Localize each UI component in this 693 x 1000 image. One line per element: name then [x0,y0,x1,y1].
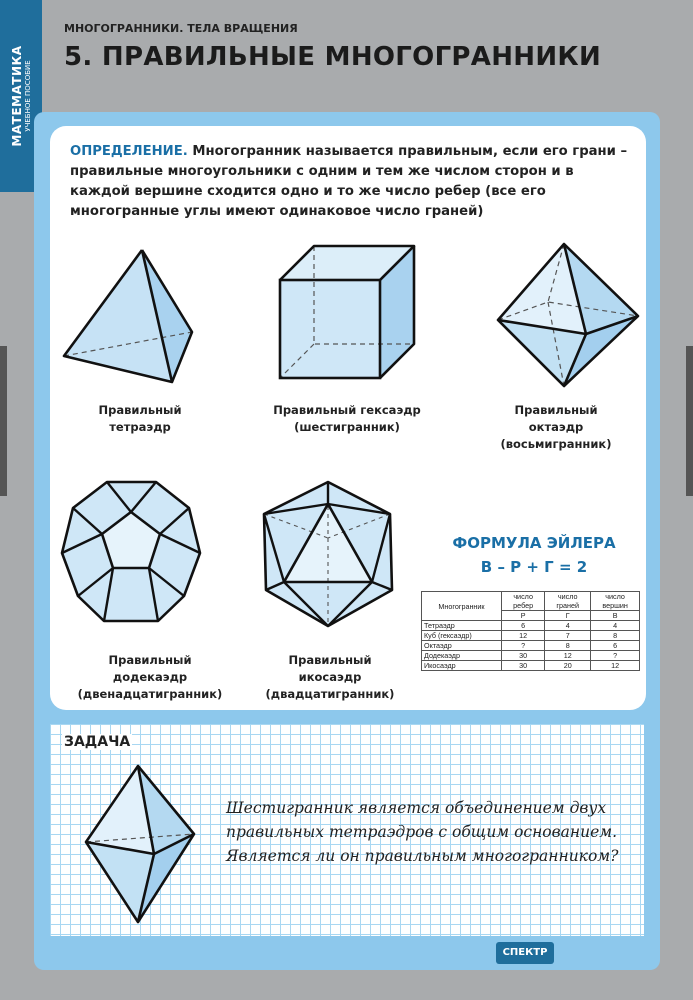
euler-title: ФОРМУЛА ЭЙЛЕРА [452,534,616,552]
tetrahedron-figure [60,244,196,388]
publisher-logo: СПЕКТР [496,942,554,964]
icosahedron-label-line3: (двадцатигранник) [265,687,395,701]
task-line2: правильных тетраэдров с общим основанием. [226,823,618,841]
row-name: Икосаэдр [422,661,502,671]
icosahedron-label-line1: Правильный [288,653,372,667]
row-vertices: 8 [591,631,640,641]
cube-figure [276,242,418,380]
row-name: Тетраэдр [422,621,502,631]
table-row [422,661,640,671]
dodecahedron-label [60,652,240,703]
euler-formula: В – Р + Г = 2 [480,558,588,576]
octahedron-label-line3: (восьмигранник) [500,437,612,451]
header-edges: число ребер [502,592,545,611]
task-text [226,796,646,868]
left-edge-mark [0,346,7,496]
row-vertices: 4 [591,621,640,631]
page-subtitle: МНОГОГРАННИКИ. ТЕЛА ВРАЩЕНИЯ [64,22,298,35]
table-row [422,641,640,651]
icosahedron-figure [260,478,398,630]
row-faces: 20 [545,661,591,671]
row-faces: 4 [545,621,591,631]
dodecahedron-figure [60,478,202,624]
hexahedron-label-line1: Правильный гексаэдр [273,403,421,417]
tetrahedron-label-line1: Правильный [98,403,182,417]
row-edges: ? [502,641,545,651]
header-vertices: число вершин [591,592,640,611]
octahedron-label-line2: октаэдр [528,420,584,434]
definition-body: Многогранник называется правильным, если его грани – правильные многоугольники с одним и тем же числом сторон и в каждой вершине сходится одно и то же число ребер (все его многогранные углы имеют одинаковое число граней) [70,144,628,219]
row-name: Куб (гексаэдр) [422,631,502,641]
row-edges: 6 [502,621,545,631]
row-vertices: 6 [591,641,640,651]
dodecahedron-label-line1: Правильный [108,653,192,667]
table-row [422,621,640,631]
header-faces-symbol: Г [545,611,591,621]
type-label: УЧЕБНОЕ ПОСОБИЕ [24,60,32,132]
row-name: Октаэдр [422,641,502,651]
header-polyhedron: Многогранник [422,592,502,621]
definition-keyword: ОПРЕДЕЛЕНИЕ. [70,144,188,159]
icosahedron-label-line2: икосаэдр [298,670,362,684]
right-edge-mark [686,346,693,496]
table-row [422,631,640,641]
dodecahedron-label-line3: (двенадцатигранник) [77,687,223,701]
header-edges-symbol: Р [502,611,545,621]
row-vertices: ? [591,651,640,661]
header-vertices-symbol: В [591,611,640,621]
euler-table-header [422,592,640,611]
side-tab-text [10,45,32,146]
task-line1: Шестигранник является объединением двух [226,799,607,817]
task-label: ЗАДАЧА [64,734,131,750]
row-faces: 8 [545,641,591,651]
bipyramid-figure [82,762,198,926]
table-row [422,651,640,661]
header-faces: число граней [545,592,591,611]
subject-label: МАТЕМАТИКА [10,45,24,147]
tetrahedron-label [70,402,210,436]
euler-table [421,591,640,671]
definition-text [70,142,630,222]
row-edges: 30 [502,651,545,661]
task-line3: Является ли он правильным многогранником? [226,847,619,865]
hexahedron-label-line2: (шестигранник) [294,420,400,434]
page-title: 5. ПРАВИЛЬНЫЕ МНОГОГРАННИКИ [64,42,601,72]
row-name: Додекаэдр [422,651,502,661]
icosahedron-label [250,652,410,703]
octahedron-label-line1: Правильный [514,403,598,417]
row-edges: 30 [502,661,545,671]
row-vertices: 12 [591,661,640,671]
hexahedron-label [262,402,432,436]
octahedron-label [476,402,636,453]
octahedron-figure [494,240,640,390]
row-faces: 12 [545,651,591,661]
row-edges: 12 [502,631,545,641]
row-faces: 7 [545,631,591,641]
dodecahedron-label-line2: додекаэдр [112,670,188,684]
tetrahedron-label-line2: тетраэдр [109,420,171,434]
